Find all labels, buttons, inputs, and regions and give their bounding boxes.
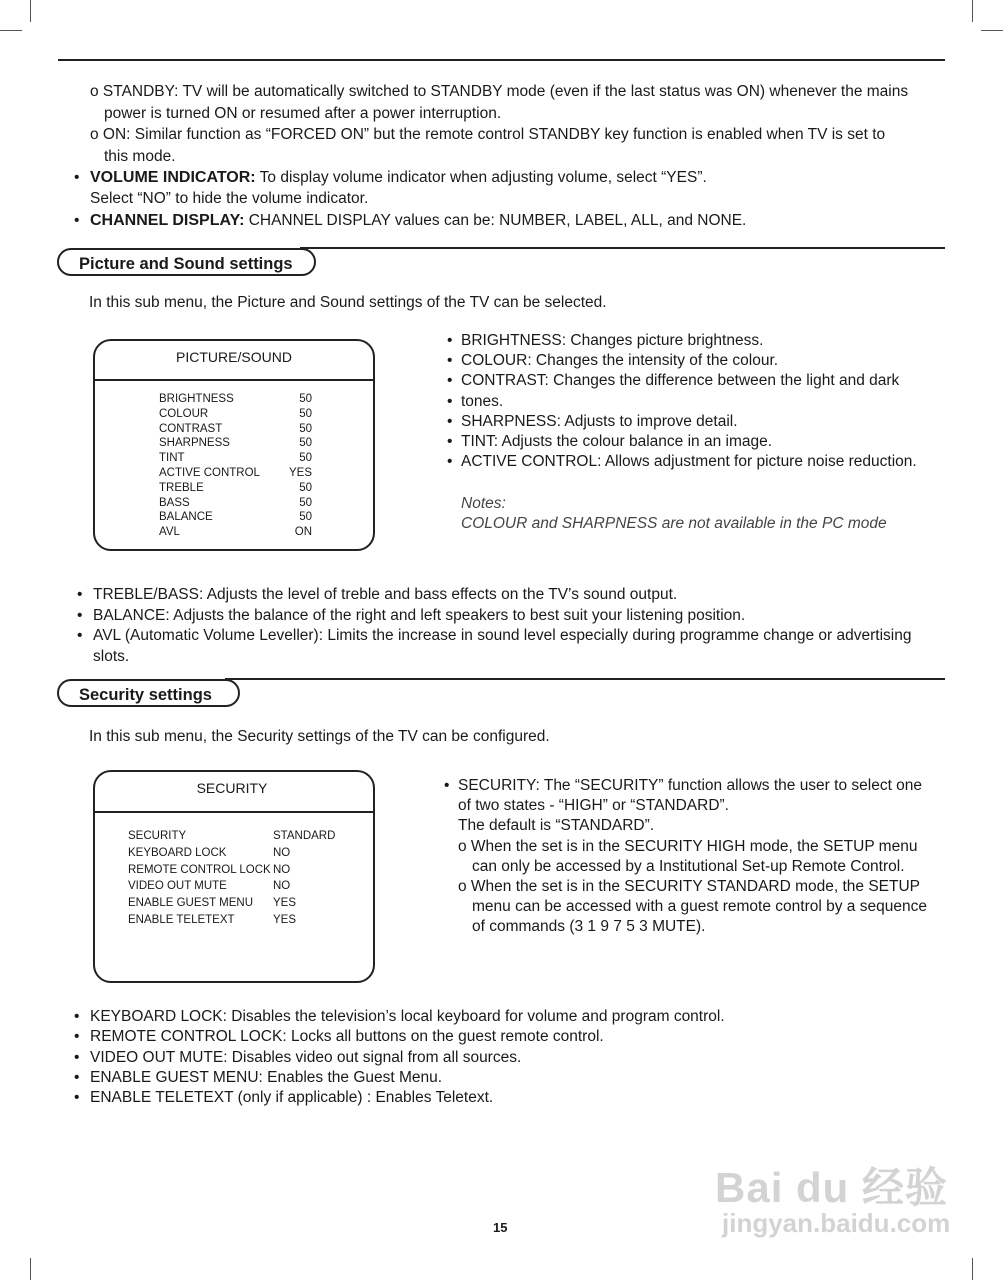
crop-mark	[30, 1258, 31, 1280]
menu-row-label: COLOUR	[159, 407, 209, 420]
section-heading-picture-sound: Picture and Sound settings	[57, 248, 316, 276]
volume-indicator-text: To display volume indicator when adjusting volume, select “YES”.	[255, 169, 707, 186]
menu-row-value: NO	[273, 863, 291, 876]
bullet-dot: •	[447, 352, 453, 370]
menu-row-label: SHARPNESS	[159, 437, 230, 450]
description-line: of two states - “HIGH” or “STANDARD”.	[458, 797, 729, 815]
menu-row-value: NO	[273, 880, 291, 893]
menu-row-value: 50	[299, 496, 312, 509]
description-line: of commands (3 1 9 7 5 3 MUTE).	[472, 918, 706, 936]
standby-line-2: power is turned ON or resumed after a power interruption.	[104, 105, 502, 122]
page-number: 15	[493, 1220, 508, 1235]
description-line: TINT: Adjusts the colour balance in an image.	[461, 433, 773, 450]
menu-row-label: KEYBOARD LOCK	[128, 846, 227, 859]
description-line: CONTRAST: Changes the difference between the light and dark	[461, 372, 900, 390]
section-rule	[225, 678, 945, 680]
menu-row-label: TREBLE	[159, 481, 204, 494]
on-line-1: o ON: Similar function as “FORCED ON” but the remote control STANDBY key function is enabled when TV is set to	[90, 126, 886, 143]
crop-mark	[981, 30, 1003, 31]
menu-row-value: STANDARD	[273, 830, 336, 842]
channel-display-text: CHANNEL DISPLAY values can be: NUMBER, LABEL, ALL, and NONE.	[244, 212, 747, 229]
crop-mark	[972, 0, 973, 22]
list-item: ENABLE TELETEXT (only if applicable) : Enables Teletext.	[90, 1089, 494, 1107]
bullet-dot: •	[74, 1028, 80, 1046]
menu-row-value: 50	[299, 481, 312, 494]
description-line: SECURITY: The “SECURITY” function allows the user to select one	[458, 777, 923, 794]
bullet-dot: •	[447, 392, 453, 410]
menu-row-label: TINT	[159, 452, 185, 465]
description-line: o When the set is in the SECURITY HIGH mode, the SETUP menu	[458, 837, 918, 855]
menu-separator	[94, 379, 374, 381]
crop-mark	[0, 30, 22, 31]
list-item: TREBLE/BASS: Adjusts the level of treble and bass effects on the TV’s sound output.	[93, 586, 678, 603]
menu-row-label: ACTIVE CONTROL	[159, 467, 260, 479]
bullet-dot: •	[77, 586, 83, 603]
crop-mark	[30, 0, 31, 22]
menu-row-value: YES	[273, 914, 297, 926]
bullet-dot: •	[77, 627, 83, 645]
menu-row-value: 50	[299, 452, 312, 465]
bullet-dot: •	[74, 1089, 80, 1107]
menu-row-value: NO	[273, 846, 291, 859]
volume-indicator-label: VOLUME INDICATOR:	[90, 169, 256, 186]
bullet-dot: •	[74, 1068, 80, 1086]
menu-row-value: 50	[299, 437, 312, 450]
bullet-dot: •	[447, 332, 453, 349]
list-item: REMOTE CONTROL LOCK: Locks all buttons on the guest remote control.	[90, 1028, 604, 1046]
list-item: ENABLE GUEST MENU: Enables the Guest Menu.	[90, 1068, 443, 1086]
notes-text: COLOUR and SHARPNESS are not available in the PC mode	[461, 515, 887, 532]
channel-display-item	[90, 211, 746, 232]
description-line: menu can be accessed with a guest remote control by a sequence	[472, 898, 927, 916]
bullet-dot: •	[447, 412, 453, 430]
baidu-watermark-url: jingyan.baidu.com	[722, 1208, 951, 1238]
description-line: o When the set is in the SECURITY STANDARD mode, the SETUP	[458, 878, 921, 895]
bullet-dot: •	[74, 1048, 80, 1066]
crop-mark	[972, 1258, 973, 1280]
security-menu-title: SECURITY	[196, 780, 268, 796]
bullet-dot: •	[74, 1008, 80, 1025]
standby-line-1: o STANDBY: TV will be automatically switched to STANDBY mode (even if the last status was ON) whenever the mains	[90, 83, 909, 100]
description-line: tones.	[461, 392, 504, 410]
menu-row-value: YES	[273, 897, 297, 910]
bullet-dot: •	[447, 453, 453, 471]
bullet-dot: •	[74, 212, 80, 229]
list-item: KEYBOARD LOCK: Disables the television’s local keyboard for volume and program control.	[90, 1008, 725, 1025]
list-item: VIDEO OUT MUTE: Disables video out signal from all sources.	[90, 1048, 522, 1066]
description-line: can only be accessed by a Institutional Set-up Remote Control.	[472, 857, 905, 875]
menu-row-label: REMOTE CONTROL LOCK	[128, 863, 271, 876]
menu-row-value: 50	[299, 407, 312, 420]
description-line: SHARPNESS: Adjusts to improve detail.	[461, 412, 738, 430]
volume-indicator-item	[90, 168, 707, 189]
menu-row-label: BASS	[159, 496, 190, 509]
baidu-watermark-logo: Bai du 经验	[715, 1164, 949, 1211]
list-item: BALANCE: Adjusts the balance of the right and left speakers to best suit your listening position.	[93, 606, 746, 624]
picture-sound-menu-title: PICTURE/SOUND	[176, 349, 292, 365]
menu-row-value: 50	[299, 393, 312, 405]
menu-separator	[94, 811, 374, 813]
description-line: COLOUR: Changes the intensity of the colour.	[461, 352, 779, 370]
section-rule	[300, 247, 945, 249]
avl-continuation: slots.	[93, 648, 130, 665]
bullet-dot: •	[77, 606, 83, 624]
menu-row-value: ON	[294, 526, 312, 539]
menu-row-label: ENABLE TELETEXT	[128, 914, 235, 926]
list-item: AVL (Automatic Volume Leveller): Limits the increase in sound level especially during programme change or advertising	[93, 627, 912, 645]
menu-row-label: VIDEO OUT MUTE	[128, 880, 227, 893]
menu-row-label: BRIGHTNESS	[159, 393, 234, 405]
notes-label: Notes:	[461, 495, 506, 512]
channel-display-label: CHANNEL DISPLAY:	[90, 212, 245, 229]
menu-row-value: YES	[288, 467, 312, 479]
on-line-2: this mode.	[104, 148, 176, 165]
description-line: The default is “STANDARD”.	[458, 817, 655, 835]
bullet-dot: •	[74, 169, 80, 186]
picture-sound-menu	[93, 339, 375, 551]
security-intro: In this sub menu, the Security settings of the TV can be configured.	[89, 728, 550, 745]
menu-row-value: 50	[299, 422, 312, 435]
description-line: ACTIVE CONTROL: Allows adjustment for picture noise reduction.	[461, 453, 917, 471]
header-rule	[58, 59, 945, 61]
description-line: BRIGHTNESS: Changes picture brightness.	[461, 332, 764, 349]
section-heading-security: Security settings	[57, 679, 240, 707]
volume-indicator-line-2: Select “NO” to hide the volume indicator.	[90, 190, 369, 207]
picture-intro: In this sub menu, the Picture and Sound settings of the TV can be selected.	[89, 294, 607, 311]
bullet-dot: •	[444, 777, 450, 794]
menu-row-label: SECURITY	[128, 830, 187, 842]
menu-row-label: AVL	[159, 526, 180, 539]
menu-row-label: ENABLE GUEST MENU	[128, 897, 254, 910]
bullet-dot: •	[447, 433, 453, 450]
menu-row-value: 50	[299, 511, 312, 524]
menu-row-label: CONTRAST	[159, 422, 223, 435]
bullet-dot: •	[447, 372, 453, 390]
menu-row-label: BALANCE	[159, 511, 213, 524]
